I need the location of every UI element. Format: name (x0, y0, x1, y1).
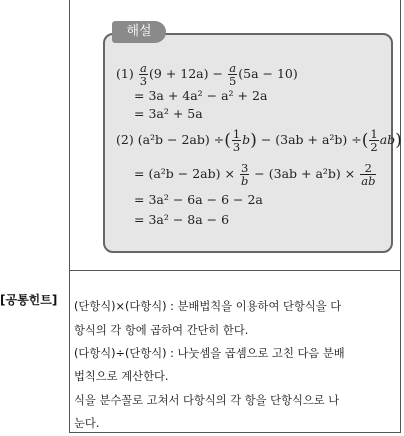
hint-line: (단항식)×(다항식) : 분배법칙을 이용하여 단항식을 다 (74, 300, 342, 313)
problem2-line1: (2) (a²b − 2ab) ÷( $\frac{1}{3}$ b) − (3ab + a²b) ÷( $\frac{1}{2}$ ab) (116, 127, 402, 154)
fraction-3-over-b: $\frac{3}{b}$ (240, 161, 249, 188)
hint-line: 식을 분수꼴로 고쳐서 다항식의 각 항을 단항식으로 나 (74, 394, 340, 407)
hint-line: 눈다. (74, 417, 100, 430)
problem2-line2: = (a²b − 2ab) × $\frac{3}{b}$ − (3ab + a²b) × $\frac{2}{ab}$ (134, 161, 376, 188)
hint-line: 항식의 각 항에 곱하여 간단히 한다. (74, 324, 249, 337)
fraction-a-over-5: $\frac{a}{5}$ (228, 61, 237, 88)
section-divider (69, 270, 401, 271)
common-hint-label: [공통힌트] (0, 293, 58, 307)
problem2-number: (2) (116, 132, 134, 147)
problem1-number: (1) (116, 66, 134, 81)
problem2-line3: = 3a² − 6a − 6 − 2a (134, 192, 263, 207)
problem1-line2: = 3a + 4a² − a² + 2a (134, 88, 268, 103)
fraction-2-over-ab: $\frac{2}{ab}$ (361, 161, 376, 188)
fraction-a-over-3: $\frac{a}{3}$ (139, 61, 148, 88)
problem2-line4: = 3a² − 8a − 6 (134, 212, 230, 227)
solution-tag: 해설 (112, 21, 166, 43)
problem1-line3: = 3a² + 5a (134, 106, 203, 121)
fraction-1-over-2: $\frac{1}{2}$ (370, 127, 378, 154)
problem1-line1: (1) $\frac{a}{3}$ (9 + 12a) − $\frac{a}{5}$ (5a − 10) (116, 61, 298, 88)
fraction-1-over-3: $\frac{1}{3}$ (232, 127, 241, 154)
hint-line: 법칙으로 계산한다. (74, 370, 169, 383)
hint-line: (다항식)÷(단항식) : 나눗셈을 곱셈으로 고친 다음 분배 (74, 347, 345, 360)
